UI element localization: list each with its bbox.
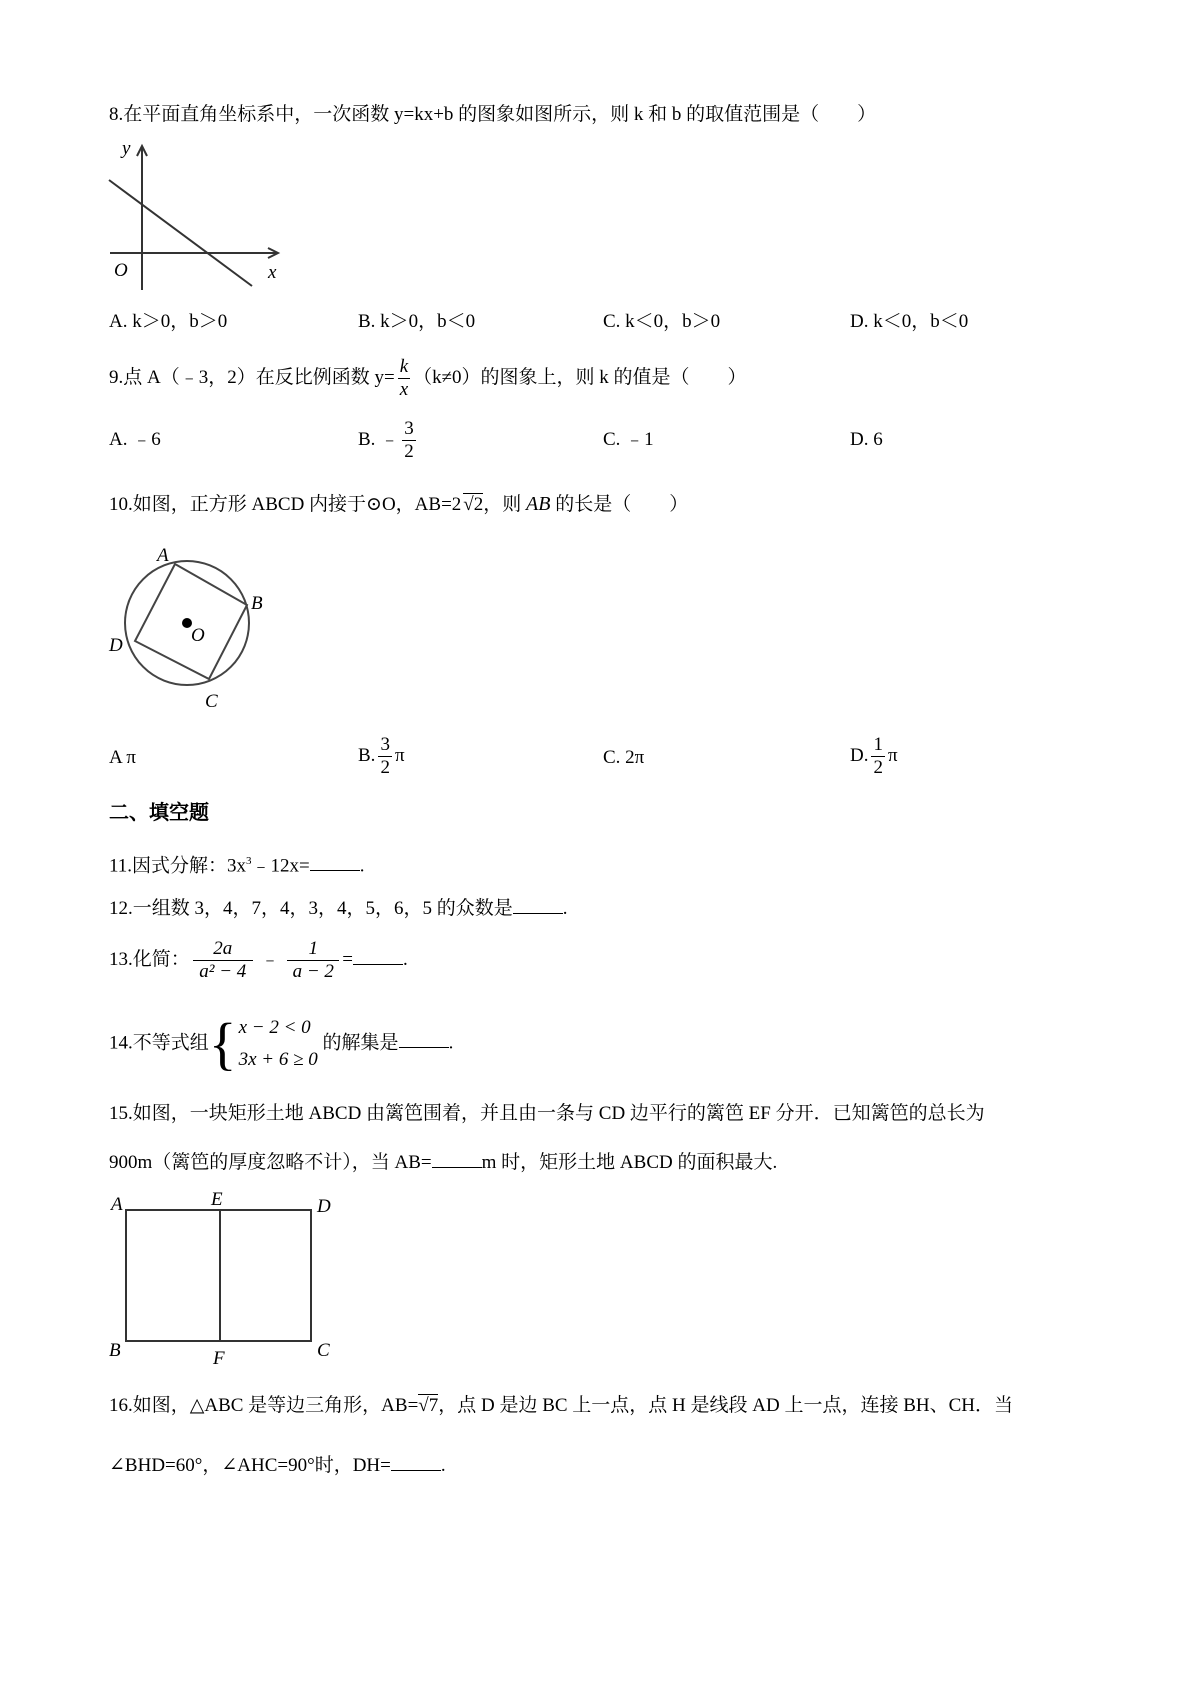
q10-option-d[interactable]: D. $\frac{1}{2}$ π xyxy=(850,734,898,778)
q14-stem: 14.不等式组 { x − 2 < 0 3x + 6 ≥ 0 的解集是 . xyxy=(109,1011,454,1076)
y-axis-label: y xyxy=(122,138,131,159)
q9-option-d[interactable]: D. 6 xyxy=(850,429,883,450)
q9-option-c[interactable]: C. ﹣1 xyxy=(603,429,654,450)
q8-option-c[interactable]: C. k＜0，b＞0 xyxy=(603,311,721,332)
q10-stem: 10.如图，正方形 ABCD 内接于⊙O，AB=2 √2，则 AB 的长是（ ） xyxy=(109,493,689,515)
q15-line2: 900m（篱笆的厚度忽略不计），当 AB= m 时，矩形土地 ABCD 的面积最大. xyxy=(109,1149,777,1175)
q13-stem: 13.化简： $\frac{2a}{\text{a² − 4}}$ ﹣ $\frac{1}{a - 2}$ = . xyxy=(109,938,408,982)
answer-blank[interactable] xyxy=(310,852,360,871)
section-heading: 二、填空题 xyxy=(109,800,209,824)
svg-text:E: E xyxy=(211,1189,223,1210)
svg-text:D: D xyxy=(317,1196,331,1217)
q8-option-a[interactable]: A. k＞0，b＞0 xyxy=(109,311,228,332)
q8-graph xyxy=(100,140,290,300)
q16-line1: 16.如图，△ABC 是等边三角形，AB=√7，点 D 是边 BC 上一点，点 H 是线段 AD 上一点，连接 BH、CH．当 xyxy=(109,1395,1014,1416)
q10-option-a[interactable]: A π xyxy=(109,747,137,768)
svg-text:B: B xyxy=(251,593,263,614)
fraction: $\frac{k}{x}$ xyxy=(399,356,409,400)
q10-circle-figure xyxy=(105,545,275,715)
answer-blank[interactable] xyxy=(432,1149,482,1168)
svg-text:C: C xyxy=(317,1340,330,1361)
q9-option-b[interactable]: B. ﹣ $\frac{3}{2}$ xyxy=(358,418,414,462)
answer-blank[interactable] xyxy=(399,1029,449,1048)
answer-blank[interactable] xyxy=(391,1452,441,1471)
q16-line2: ∠BHD=60°，∠AHC=90°时，DH= . xyxy=(109,1452,446,1478)
svg-text:C: C xyxy=(205,691,218,712)
q12-stem: 12.一组数 3，4，7，4，3，4，5，6，5 的众数是 . xyxy=(109,895,568,921)
q9-pre: 9.点 A（﹣3，2）在反比例函数 y= xyxy=(109,366,395,388)
q11-stem: 11.因式分解：$3x^3﹣12x=$ . xyxy=(109,849,365,878)
q10-option-c[interactable]: C. 2π xyxy=(603,747,645,768)
x-axis-label: x xyxy=(268,262,277,283)
q9-stem xyxy=(109,356,747,401)
q9-post: （k≠0）的图象上，则 k 的值是（ ） xyxy=(413,366,747,388)
q15-line1: 15.如图，一块矩形土地 ABCD 由篱笆围着，并且由一条与 CD 边平行的篱笆 EF 分开．已知篱笆的总长为 xyxy=(109,1103,985,1124)
svg-text:B: B xyxy=(109,1340,121,1361)
q8-stem: 8.在平面直角坐标系中，一次函数 y=kx+b 的图象如图所示，则 k 和 b 的取值范围是（ ） xyxy=(109,104,877,125)
q15-rectangle-figure xyxy=(105,1188,345,1373)
svg-text:D: D xyxy=(109,635,123,656)
svg-text:A: A xyxy=(111,1194,123,1215)
svg-text:A: A xyxy=(157,545,169,566)
answer-blank[interactable] xyxy=(353,946,403,965)
sqrt: √7 xyxy=(418,1395,439,1416)
q10-option-b[interactable]: B. $\frac{3}{2}$ π xyxy=(358,734,405,778)
q8-option-b[interactable]: B. k＞0，b＜0 xyxy=(358,311,476,332)
origin-label: O xyxy=(114,260,128,281)
sqrt: √2 xyxy=(463,494,484,515)
answer-blank[interactable] xyxy=(513,895,563,914)
svg-text:F: F xyxy=(213,1348,225,1369)
svg-text:O: O xyxy=(191,625,205,646)
q8-option-d[interactable]: D. k＜0，b＜0 xyxy=(850,311,969,332)
inequality-system: { x − 2 < 0 3x + 6 ≥ 0 xyxy=(208,1011,318,1076)
q9-option-a[interactable]: A. ﹣6 xyxy=(109,429,161,450)
arc-ab: AB xyxy=(526,493,551,515)
